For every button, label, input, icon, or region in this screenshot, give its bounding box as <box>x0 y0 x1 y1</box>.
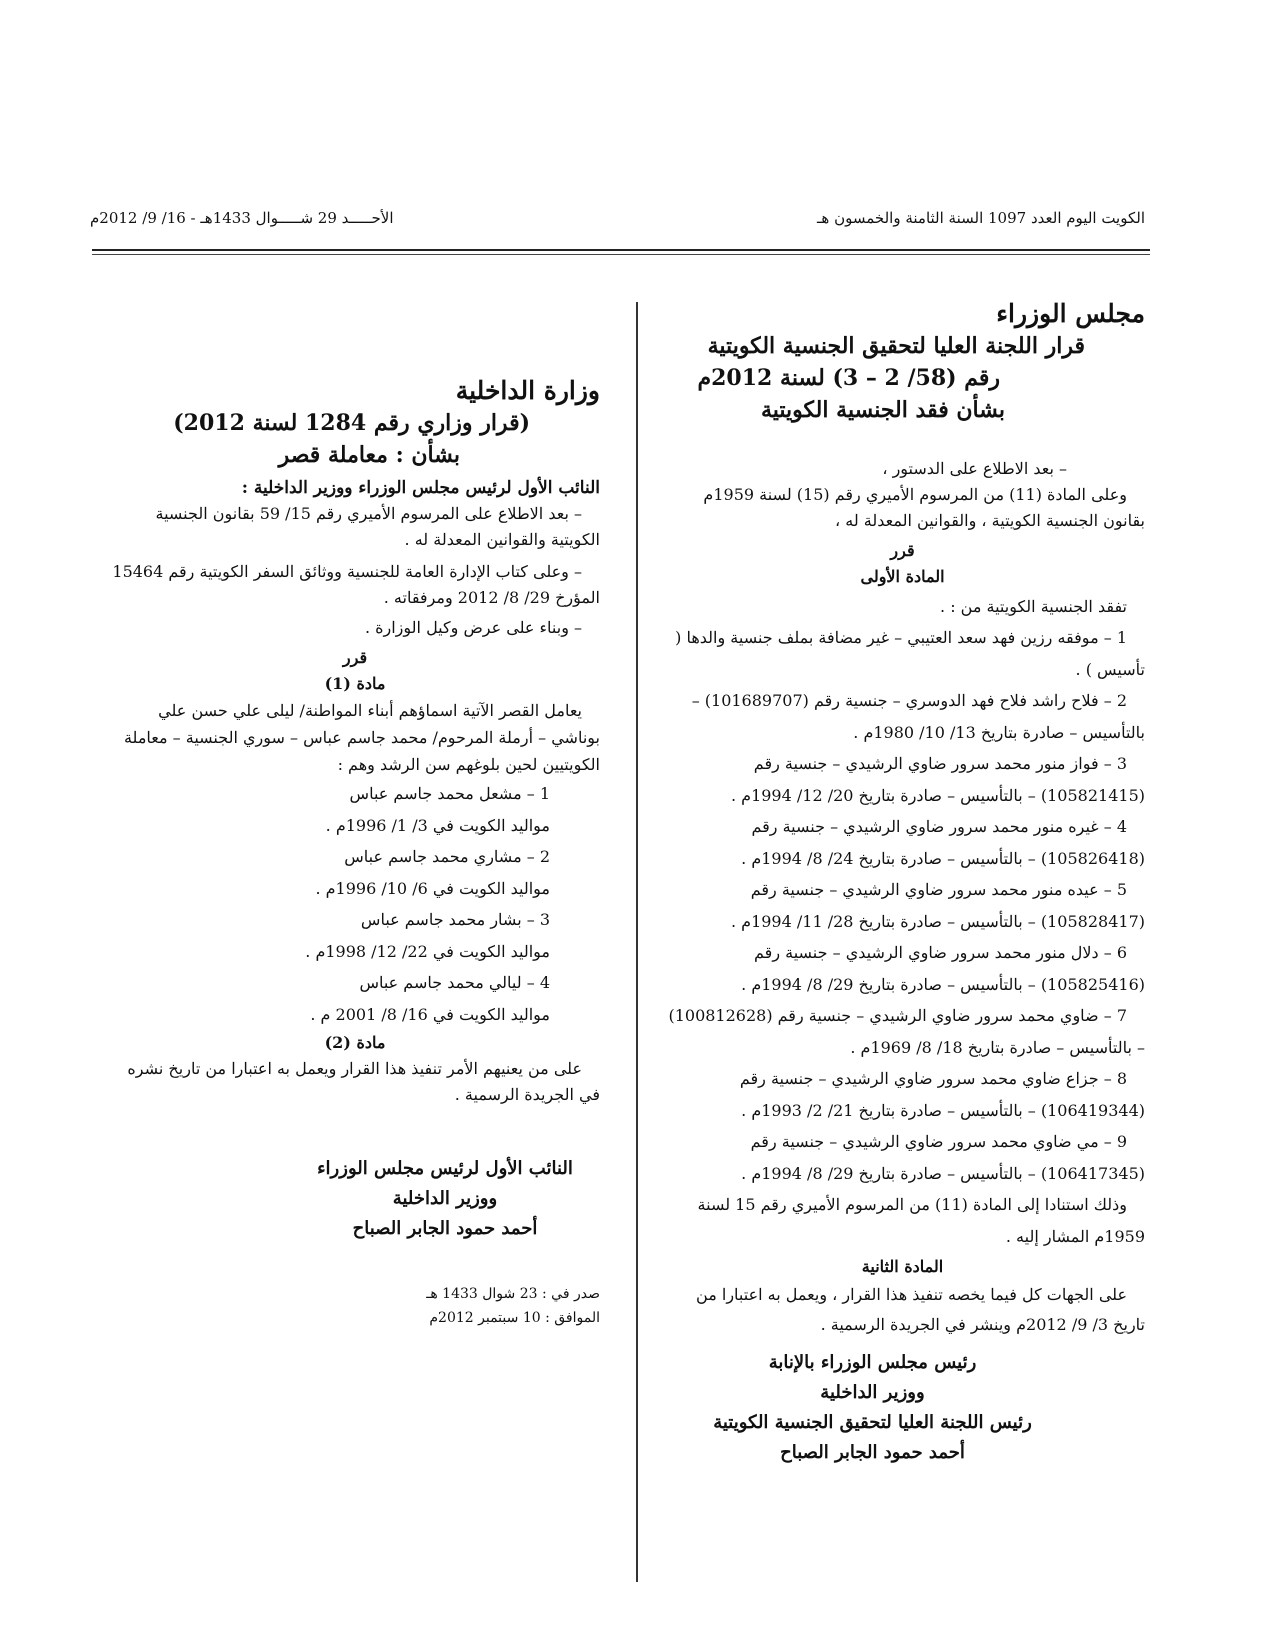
section-heading: مجلس الوزراء <box>996 299 1145 328</box>
list-item: 9 – مي ضاوي محمد سرور ضاوي الرشيدي – جنسية رقم (106417345) – بالتأسيس – صادرة بتاريخ 29/ 8/ 1994م . <box>741 1132 1145 1183</box>
list-item: 3 – فواز منور محمد سرور ضاوي الرشيدي – جنسية رقم (105821415) – بالتأسيس – صادرة بتاريخ 20/ 12/ 1994م . <box>730 754 1145 805</box>
article-2-title: المادة الثانية <box>861 1257 944 1276</box>
article-2-text: على من يعنيهم الأمر تنفيذ هذا القرار ويعمل به اعتبارا من تاريخ نشره في الجريدة الرسمية . <box>127 1059 600 1104</box>
signatory-name: أحمد حمود الجابر الصباح <box>352 1218 538 1239</box>
list-item: 8 – جزاع ضاوي محمد سرور ضاوي الرشيدي – جنسية رقم (106419344) – بالتأسيس – صادرة بتاريخ 21/ 2/ 1993م . <box>739 1069 1145 1120</box>
preamble-line: – وعلى كتاب الإدارة العامة للجنسية ووثائق السفر الكويتية رقم 15464 المؤرخ 29/ 8/ 2012 ومرفقاته . <box>112 562 600 607</box>
list-item: 1 – مشعل محمد جاسم عباس <box>349 784 550 803</box>
decided-label: قرر <box>342 648 368 667</box>
ministerial-decision-column <box>110 375 600 1330</box>
list-item: وذلك استنادا إلى المادة (11) من المرسوم الأميري رقم 15 لسنة 1959م المشار إليه . <box>697 1195 1145 1246</box>
list-item: 6 – دلال منور محمد سرور ضاوي الرشيدي – جنسية رقم (105825416) – بالتأسيس – صادرة بتاريخ 29/ 8/ 1994م . <box>741 943 1145 994</box>
signature-line: ووزير الداخلية <box>392 1188 498 1209</box>
header-rule <box>92 249 1150 251</box>
list-item: 4 – ليالي محمد جاسم عباس <box>359 973 550 992</box>
list-item: 4 – غيره منور محمد سرور ضاوي الرشيدي – جنسية رقم (105826418) – بالتأسيس – صادرة بتاريخ 24/ 8/ 1994م . <box>741 817 1145 868</box>
running-header-left: الأحـــــد 29 شـــــوال 1433هـ - 16/ 9/ 2012م <box>90 209 394 227</box>
signature-line: رئيس اللجنة العليا لتحقيق الجنسية الكويتية <box>713 1412 1032 1433</box>
article-1-title: المادة الأولى <box>860 567 945 586</box>
signatory-name: أحمد حمود الجابر الصباح <box>780 1442 965 1463</box>
preamble-line: – بعد الاطلاع على الدستور ، <box>882 459 1067 478</box>
list-item: مواليد الكويت في 6/ 10/ 1996م . <box>315 878 550 898</box>
signature-block <box>660 1348 1145 1468</box>
issued-date: صدر في : 23 شوال 1433 هـ <box>426 1286 600 1302</box>
revoked-persons-list <box>660 622 1145 1252</box>
decision-subject: بشأن : معاملة قصر <box>278 442 460 468</box>
list-item: 2 – فلاح راشد فلاح فهد الدوسري – جنسية رقم (101689707) – بالتأسيس – صادرة بتاريخ 13/ 10/ 1980م . <box>691 691 1145 742</box>
signature-line: ووزير الداخلية <box>820 1382 925 1403</box>
list-item: 7 – ضاوي محمد سرور ضاوي الرشيدي – جنسية رقم (100812628) – بالتأسيس – صادرة بتاريخ 18/ 8/ 1969م . <box>668 1006 1145 1057</box>
decided-label: قرر <box>890 541 915 560</box>
column-divider <box>636 302 638 1582</box>
decision-title: (قرار وزاري رقم 1284 لسنة 2012) <box>173 410 530 436</box>
list-item: مواليد الكويت في 16/ 8/ 2001 م . <box>310 1004 550 1024</box>
preamble-line: – بعد الاطلاع على المرسوم الأميري رقم 15/ 59 بقانون الجنسية الكويتية والقوانين المعدلة له . <box>155 504 600 549</box>
article-1-title: مادة (1) <box>324 674 386 693</box>
list-item: 2 – مشاري محمد جاسم عباس <box>344 847 550 866</box>
list-item: 3 – بشار محمد جاسم عباس <box>360 910 550 929</box>
signature-block <box>110 1154 600 1244</box>
signature-line: النائب الأول لرئيس مجلس الوزراء <box>317 1158 573 1179</box>
council-decision-column <box>660 298 1145 1468</box>
preamble-line: – وبناء على عرض وكيل الوزارة . <box>364 618 582 637</box>
decision-title: قرار اللجنة العليا لتحقيق الجنسية الكويتية <box>707 333 1085 359</box>
list-item: مواليد الكويت في 22/ 12/ 1998م . <box>305 941 550 961</box>
running-header-right: الكويت اليوم العدد 1097 السنة الثامنة والخمسون هـ <box>817 209 1145 227</box>
list-item: مواليد الكويت في 3/ 1/ 1996م . <box>325 815 550 835</box>
decision-number: رقم (58/ 2 – 3) لسنة 2012م <box>697 365 1000 391</box>
article-1-text: يعامل القصر الآتية اسماؤهم أبناء المواطنة/ ليلى علي حسن علي بوناشي – أرملة المرحوم/ محمد جاسم عباس – سوري الجنسية – معاملة الكويتيين لحين بلوغهم سن الرشد وهم : <box>123 701 600 774</box>
article-2-title: مادة (2) <box>324 1033 386 1052</box>
issue-date-block <box>390 1282 600 1330</box>
article-1-intro: تفقد الجنسية الكويتية من : . <box>940 597 1127 616</box>
issuer-line: النائب الأول لرئيس مجلس الوزراء ووزير الداخلية : <box>241 478 600 498</box>
signature-line: رئيس مجلس الوزراء بالإنابة <box>768 1352 977 1373</box>
preamble-line: وعلى المادة (11) من المرسوم الأميري رقم (15) لسنة 1959م بقانون الجنسية الكويتية ، والقوانين المعدلة له ، <box>703 485 1145 530</box>
article-2-text: على الجهات كل فيما يخصه تنفيذ هذا القرار ، ويعمل به اعتبارا من تاريخ 3/ 9/ 2012م وينشر في الجريدة الرسمية . <box>696 1285 1145 1334</box>
list-item: 5 – عيده منور محمد سرور ضاوي الرشيدي – جنسية رقم (105828417) – بالتأسيس – صادرة بتاريخ 28/ 11/ 1994م . <box>730 880 1145 931</box>
minors-list <box>110 778 600 1030</box>
header-rule-thin <box>92 254 1150 255</box>
decision-subject: بشأن فقد الجنسية الكويتية <box>760 397 1005 423</box>
list-item: 1 – موفقه رزين فهد سعد العتيبي – غير مضافة بملف جنسية والدها ( تأسيس ) . <box>675 628 1145 679</box>
equivalent-date: الموافق : 10 سبتمبر 2012م <box>429 1310 600 1326</box>
section-heading: وزارة الداخلية <box>455 376 600 405</box>
